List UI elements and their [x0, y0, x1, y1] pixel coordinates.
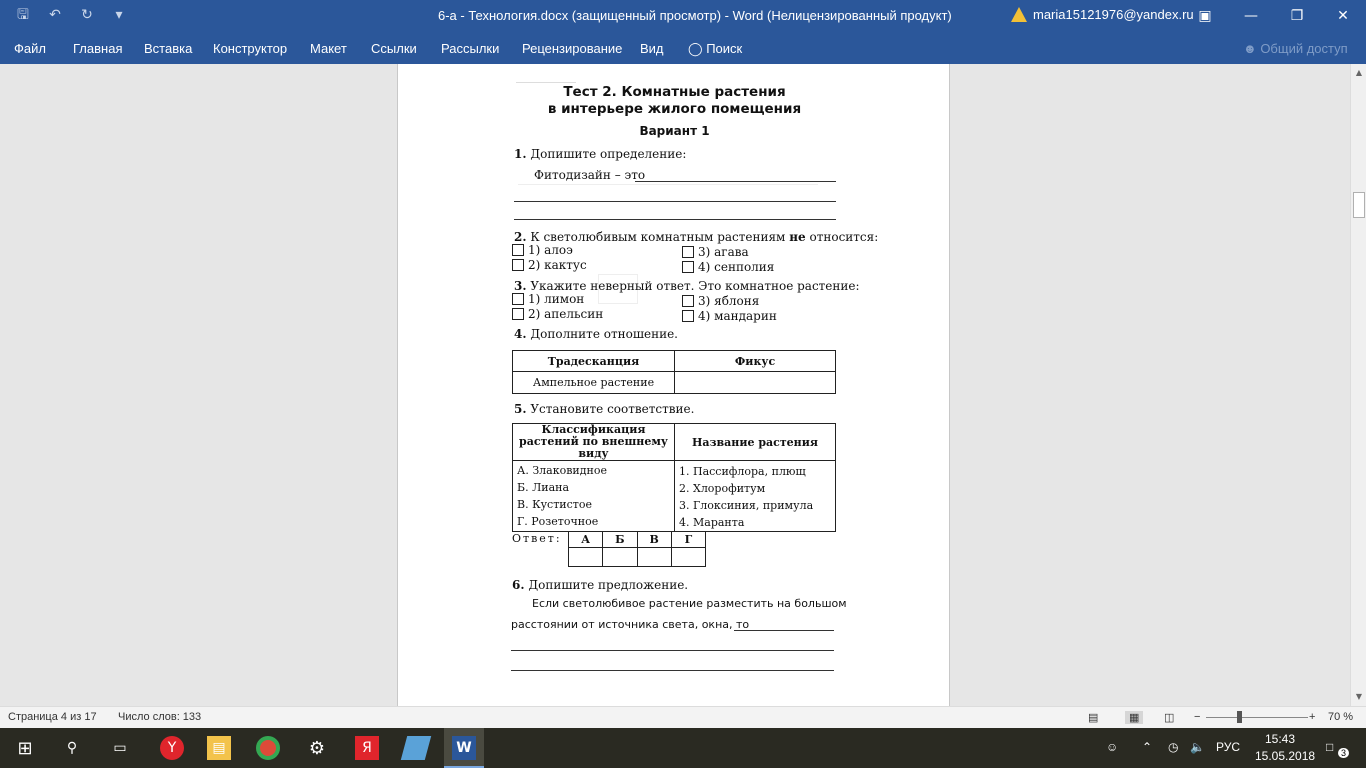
- status-bar: [0, 706, 1366, 728]
- q2-option-3[interactable]: [682, 245, 749, 259]
- q3-option-3[interactable]: [682, 294, 759, 308]
- matching-right-column: [675, 461, 836, 532]
- question-1-prefix: Фитодизайн – это: [534, 168, 646, 182]
- clock-time[interactable]: 15:43: [1265, 732, 1296, 746]
- question-2-number: 2.: [514, 230, 527, 244]
- relation-cell-2[interactable]: [675, 372, 836, 394]
- question-6-number: 6.: [512, 578, 525, 592]
- q3-option-4[interactable]: [682, 309, 777, 323]
- matching-right-item: 1. Пассифлора, плющ: [679, 465, 806, 478]
- matching-header-2: Название растения: [675, 424, 836, 461]
- q3-option-1-label: 1) лимон: [528, 292, 585, 306]
- show-hidden-icons[interactable]: ⌃: [1142, 740, 1153, 754]
- question-2-pre: К светолюбивым комнатным растениям: [530, 230, 786, 244]
- matching-left-item: Б. Лиана: [517, 481, 570, 494]
- q2-option-2-label: 2) кактус: [528, 258, 587, 272]
- clock-date[interactable]: 15.05.2018: [1255, 749, 1316, 763]
- zoom-in-icon[interactable]: +: [1309, 711, 1316, 723]
- question-2: [514, 230, 878, 244]
- q2-option-4-label: 4) сенполия: [698, 260, 775, 274]
- title-bar: [0, 0, 1366, 32]
- matching-right-item: 2. Хлорофитум: [679, 482, 766, 495]
- test-title-line2: в интерьере жилого помещения: [547, 101, 802, 117]
- checkbox[interactable]: [682, 246, 694, 258]
- undo-icon[interactable]: ↶: [49, 7, 61, 23]
- relation-table: [512, 350, 836, 394]
- q3-option-4-label: 4) мандарин: [698, 309, 777, 323]
- question-6: [512, 578, 688, 592]
- tab-file[interactable]: Файл: [14, 41, 46, 56]
- answer-grid-header: В: [637, 532, 671, 548]
- scroll-up-icon[interactable]: ▲: [1355, 68, 1363, 77]
- variant-heading: Вариант 1: [639, 124, 710, 138]
- tab-view[interactable]: Вид: [640, 41, 664, 56]
- ribbon-display-icon[interactable]: ▣: [1198, 8, 1212, 24]
- notification-count: 3: [1338, 748, 1349, 758]
- matching-header-1: Классификация растений по внешнему виду: [513, 424, 675, 461]
- language-indicator[interactable]: РУС: [1216, 740, 1241, 754]
- tab-home[interactable]: Главная: [73, 41, 123, 56]
- scroll-down-icon[interactable]: ▼: [1355, 692, 1363, 701]
- windows-start-icon[interactable]: ⊞: [17, 737, 33, 759]
- checkbox[interactable]: [512, 308, 524, 320]
- tab-design[interactable]: Конструктор: [213, 41, 288, 56]
- share-label: Общий доступ: [1260, 41, 1348, 56]
- save-icon[interactable]: 🖫: [17, 7, 29, 23]
- people-icon[interactable]: ☺: [1106, 740, 1119, 754]
- bleed-through-line: [516, 82, 576, 83]
- question-4: [514, 327, 678, 341]
- bleed-through-line: [518, 184, 818, 185]
- answer-grid-cell[interactable]: [637, 548, 671, 567]
- question-3: [514, 279, 860, 293]
- question-6-text: Допишите предложение.: [528, 578, 689, 592]
- matching-right-item: 4. Маранта: [679, 516, 745, 529]
- question-1: [514, 147, 686, 161]
- answer-label: Ответ:: [512, 532, 562, 545]
- test-title-line1: Тест 2. Комнатные растения: [563, 84, 786, 100]
- q3-option-1[interactable]: [512, 292, 584, 306]
- window-title: 6-а - Технология.docx (защищенный просмотр) - Word (Нелицензированный продукт): [438, 8, 952, 23]
- question-4-text: Дополните отношение.: [530, 327, 678, 341]
- share-button[interactable]: [1243, 41, 1348, 56]
- app-icon[interactable]: [401, 736, 431, 760]
- word-icon[interactable]: W: [452, 736, 476, 760]
- volume-icon[interactable]: 🔈: [1190, 740, 1205, 754]
- chrome-icon[interactable]: [256, 736, 280, 760]
- settings-gear-icon[interactable]: ⚙: [308, 737, 326, 759]
- close-icon[interactable]: ✕: [1337, 8, 1349, 24]
- checkbox[interactable]: [512, 293, 524, 305]
- matching-left-item: А. Злаковидное: [517, 464, 607, 477]
- restore-icon[interactable]: ❐: [1290, 8, 1304, 24]
- zoom-slider-thumb[interactable]: [1237, 711, 1242, 723]
- minimize-icon[interactable]: —: [1244, 8, 1258, 24]
- checkbox[interactable]: [682, 310, 694, 322]
- relation-cell-1: Ампельное растение: [513, 372, 675, 394]
- checkbox[interactable]: [682, 261, 694, 273]
- yandex-browser-icon[interactable]: Y: [160, 736, 184, 760]
- answer-grid-header: Б: [603, 532, 637, 548]
- zoom-out-icon[interactable]: −: [1194, 711, 1201, 723]
- relation-header-1: Традесканция: [513, 351, 675, 372]
- matching-left-item: Г. Розеточное: [517, 515, 599, 528]
- matching-table: [512, 423, 836, 532]
- checkbox[interactable]: [512, 259, 524, 271]
- answer-line: [635, 181, 836, 182]
- question-2-post: относится:: [809, 230, 879, 244]
- relation-header-2: Фикус: [675, 351, 836, 372]
- question-1-text: Допишите определение:: [530, 147, 687, 161]
- tab-review[interactable]: Рецензирование: [522, 41, 623, 56]
- tab-insert[interactable]: Вставка: [144, 41, 193, 56]
- matching-left-column: [513, 461, 675, 532]
- question-3-text: Укажите неверный ответ. Это комнатное растение:: [530, 279, 860, 293]
- answer-line: [514, 219, 836, 220]
- word-count[interactable]: Число слов: 133: [118, 711, 202, 723]
- account-email[interactable]: maria15121976@yandex.ru: [1033, 7, 1194, 22]
- window-controls: [1182, 0, 1366, 32]
- q2-option-1-label: 1) алоэ: [528, 243, 573, 257]
- search-icon[interactable]: ⚲: [66, 740, 78, 756]
- question-2-bold: не: [789, 230, 806, 244]
- redo-icon[interactable]: ↻: [81, 7, 93, 23]
- answer-grid-cell[interactable]: [603, 548, 637, 567]
- answer-line: [734, 630, 834, 631]
- zoom-slider-track[interactable]: [1206, 717, 1308, 718]
- answer-grid-header: Г: [671, 532, 705, 548]
- ribbon-tabs: [0, 32, 1366, 64]
- document-area: [0, 64, 1350, 706]
- question-6-line-2: расстоянии от источника света, окна, то: [511, 618, 750, 631]
- tab-references[interactable]: Ссылки: [371, 41, 417, 56]
- tab-layout[interactable]: Макет: [310, 41, 347, 56]
- q3-option-2-label: 2) апельсин: [528, 307, 604, 321]
- print-layout-icon[interactable]: ▦: [1125, 711, 1143, 724]
- account-area[interactable]: [1011, 7, 1194, 22]
- answer-line: [514, 201, 836, 202]
- task-view-icon[interactable]: ▭: [113, 740, 127, 756]
- customize-qat-icon[interactable]: ▾: [115, 7, 123, 23]
- quick-access-toolbar: [14, 6, 128, 24]
- question-5: [514, 402, 694, 416]
- answer-grid-header: А: [569, 532, 603, 548]
- checkbox[interactable]: [682, 295, 694, 307]
- zoom-level[interactable]: 70 %: [1328, 711, 1354, 723]
- tab-mailings[interactable]: Рассылки: [441, 41, 500, 56]
- search-label: Поиск: [706, 41, 743, 56]
- answer-line: [511, 650, 834, 651]
- answer-grid-cell[interactable]: [671, 548, 705, 567]
- lightbulb-icon: ◯: [688, 41, 703, 56]
- person-icon: ☻: [1243, 41, 1257, 56]
- q2-option-1[interactable]: [512, 243, 573, 257]
- vertical-scrollbar[interactable]: [1350, 64, 1366, 706]
- q3-option-3-label: 3) яблоня: [698, 294, 760, 308]
- read-mode-icon[interactable]: ▤: [1088, 712, 1099, 724]
- question-3-number: 3.: [514, 279, 527, 293]
- checkbox[interactable]: [512, 244, 524, 256]
- notifications-icon[interactable]: □: [1326, 740, 1334, 754]
- question-5-text: Установите соответствие.: [530, 402, 695, 416]
- page-count[interactable]: Страница 4 из 17: [8, 711, 97, 723]
- document-page[interactable]: [397, 64, 950, 706]
- web-layout-icon[interactable]: ◫: [1164, 712, 1175, 724]
- question-5-number: 5.: [514, 402, 527, 416]
- answer-grid-cell[interactable]: [569, 548, 603, 567]
- question-4-number: 4.: [514, 327, 527, 341]
- q2-option-3-label: 3) агава: [698, 245, 749, 259]
- warning-icon: [1011, 7, 1027, 22]
- taskbar: [0, 728, 1366, 768]
- q3-option-2[interactable]: [512, 307, 603, 321]
- question-1-number: 1.: [514, 147, 527, 161]
- file-explorer-icon[interactable]: ▤: [207, 736, 231, 760]
- matching-left-item: В. Кустистое: [517, 498, 593, 511]
- network-icon[interactable]: ◷: [1168, 740, 1179, 754]
- q2-option-2[interactable]: [512, 258, 587, 272]
- answer-grid: [568, 531, 706, 567]
- tab-search[interactable]: [688, 41, 742, 57]
- question-6-line-1: Если светолюбивое растение разместить на большом: [532, 597, 847, 610]
- matching-right-item: 3. Глоксиния, примула: [679, 499, 814, 512]
- q2-option-4[interactable]: [682, 260, 774, 274]
- yandex-icon[interactable]: Я: [355, 736, 379, 760]
- answer-line: [511, 670, 834, 671]
- scroll-thumb[interactable]: [1353, 192, 1365, 218]
